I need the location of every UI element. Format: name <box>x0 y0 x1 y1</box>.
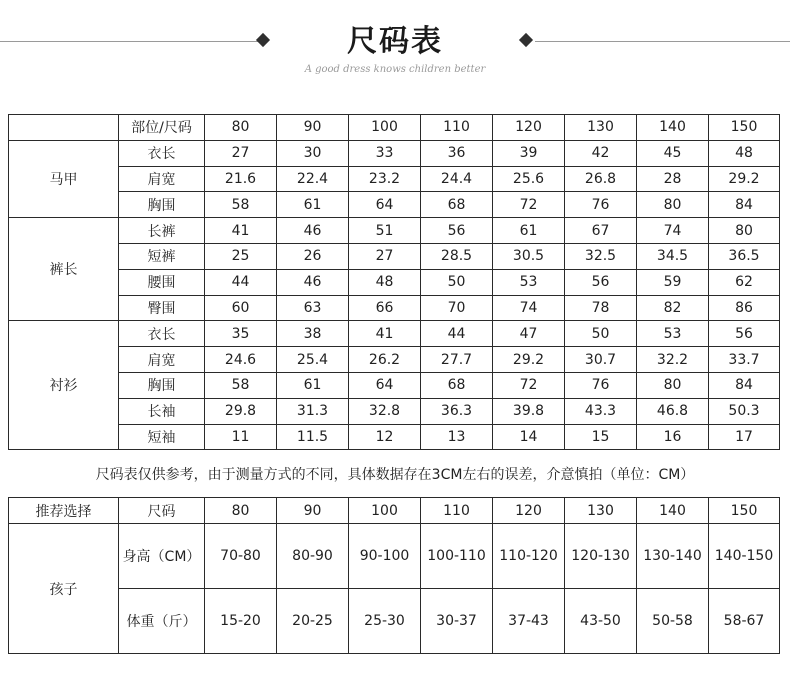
value-cell: 76 <box>565 192 637 218</box>
value-cell: 67 <box>565 218 637 244</box>
value-cell: 33.7 <box>709 347 780 373</box>
value-cell: 46.8 <box>637 398 709 424</box>
value-cell: 90-100 <box>349 524 421 589</box>
value-cell: 80 <box>709 218 780 244</box>
row-label: 体重（斤） <box>119 589 205 654</box>
value-cell: 70 <box>421 295 493 321</box>
value-cell: 53 <box>493 269 565 295</box>
size-table <box>8 114 780 450</box>
table-row <box>9 166 780 192</box>
value-cell: 66 <box>349 295 421 321</box>
value-cell: 20-25 <box>277 589 349 654</box>
table-row <box>9 295 780 321</box>
value-cell: 56 <box>709 321 780 347</box>
value-cell: 68 <box>421 192 493 218</box>
size-header-cell: 80 <box>205 115 277 141</box>
row-label: 胸围 <box>119 372 205 398</box>
value-cell: 50 <box>565 321 637 347</box>
recommend-table <box>8 497 780 654</box>
value-cell: 61 <box>277 192 349 218</box>
value-cell: 12 <box>349 424 421 450</box>
value-cell: 29.2 <box>709 166 780 192</box>
header-line-right <box>535 41 790 42</box>
recommend-header-row <box>9 498 780 524</box>
value-cell: 51 <box>349 218 421 244</box>
corner-cell <box>9 115 119 141</box>
value-cell: 74 <box>637 218 709 244</box>
value-cell: 80-90 <box>277 524 349 589</box>
value-cell: 46 <box>277 269 349 295</box>
size-note: 尺码表仅供参考，由于测量方式的不同，具体数据存在3CM左右的误差，介意慎拍（单位：CM） <box>95 467 695 483</box>
value-cell: 50-58 <box>637 589 709 654</box>
value-cell: 26 <box>277 243 349 269</box>
table-row <box>9 524 780 589</box>
value-cell: 47 <box>493 321 565 347</box>
value-cell: 30.7 <box>565 347 637 373</box>
value-cell: 56 <box>421 218 493 244</box>
value-cell: 50.3 <box>709 398 780 424</box>
size-header-cell: 100 <box>349 115 421 141</box>
table-row <box>9 347 780 373</box>
value-cell: 78 <box>565 295 637 321</box>
table-row <box>9 218 780 244</box>
value-cell: 26.2 <box>349 347 421 373</box>
value-cell: 64 <box>349 192 421 218</box>
value-cell: 39.8 <box>493 398 565 424</box>
value-cell: 27 <box>205 140 277 166</box>
value-cell: 27 <box>349 243 421 269</box>
value-cell: 35 <box>205 321 277 347</box>
size-header-cell: 150 <box>709 498 780 524</box>
value-cell: 60 <box>205 295 277 321</box>
value-cell: 53 <box>637 321 709 347</box>
row-label: 短裤 <box>119 243 205 269</box>
value-cell: 61 <box>493 218 565 244</box>
value-cell: 16 <box>637 424 709 450</box>
group-label: 衬衫 <box>9 321 119 450</box>
value-cell: 120-130 <box>565 524 637 589</box>
value-cell: 41 <box>205 218 277 244</box>
value-cell: 68 <box>421 372 493 398</box>
value-cell: 25.6 <box>493 166 565 192</box>
recommend-title: 推荐选择 <box>9 498 119 524</box>
value-cell: 24.4 <box>421 166 493 192</box>
value-cell: 58-67 <box>709 589 780 654</box>
value-cell: 30.5 <box>493 243 565 269</box>
value-cell: 25 <box>205 243 277 269</box>
value-cell: 36 <box>421 140 493 166</box>
page-title: 尺码表 <box>347 24 443 59</box>
value-cell: 11.5 <box>277 424 349 450</box>
value-cell: 140-150 <box>709 524 780 589</box>
value-cell: 15 <box>565 424 637 450</box>
size-header-cell: 130 <box>565 498 637 524</box>
size-header-cell: 140 <box>637 498 709 524</box>
value-cell: 59 <box>637 269 709 295</box>
value-cell: 25-30 <box>349 589 421 654</box>
value-cell: 14 <box>493 424 565 450</box>
value-cell: 28 <box>637 166 709 192</box>
size-header-cell: 140 <box>637 115 709 141</box>
value-cell: 82 <box>637 295 709 321</box>
row-label: 身高（CM） <box>119 524 205 589</box>
row-label: 臀围 <box>119 295 205 321</box>
value-cell: 29.2 <box>493 347 565 373</box>
table-row <box>9 243 780 269</box>
row-label: 长裤 <box>119 218 205 244</box>
value-cell: 58 <box>205 372 277 398</box>
value-cell: 22.4 <box>277 166 349 192</box>
table-row <box>9 321 780 347</box>
value-cell: 46 <box>277 218 349 244</box>
value-cell: 13 <box>421 424 493 450</box>
value-cell: 28.5 <box>421 243 493 269</box>
value-cell: 38 <box>277 321 349 347</box>
row-label: 长袖 <box>119 398 205 424</box>
value-cell: 48 <box>349 269 421 295</box>
size-header-cell: 110 <box>421 498 493 524</box>
table-row <box>9 140 780 166</box>
value-cell: 17 <box>709 424 780 450</box>
value-cell: 72 <box>493 372 565 398</box>
value-cell: 48 <box>709 140 780 166</box>
page-subtitle: A good dress knows children better <box>304 64 486 75</box>
value-cell: 110-120 <box>493 524 565 589</box>
size-header-cell: 130 <box>565 115 637 141</box>
row-label: 肩宽 <box>119 347 205 373</box>
row-label: 腰围 <box>119 269 205 295</box>
size-header-cell: 120 <box>493 498 565 524</box>
value-cell: 26.8 <box>565 166 637 192</box>
value-cell: 74 <box>493 295 565 321</box>
value-cell: 11 <box>205 424 277 450</box>
value-cell: 64 <box>349 372 421 398</box>
value-cell: 39 <box>493 140 565 166</box>
value-cell: 86 <box>709 295 780 321</box>
value-cell: 23.2 <box>349 166 421 192</box>
row-label: 胸围 <box>119 192 205 218</box>
value-cell: 61 <box>277 372 349 398</box>
value-cell: 24.6 <box>205 347 277 373</box>
value-cell: 37-43 <box>493 589 565 654</box>
size-header-cell: 110 <box>421 115 493 141</box>
group-label: 孩子 <box>9 524 119 654</box>
size-header-row <box>9 115 780 141</box>
value-cell: 27.7 <box>421 347 493 373</box>
value-cell: 50 <box>421 269 493 295</box>
value-cell: 80 <box>637 372 709 398</box>
value-cell: 32.5 <box>565 243 637 269</box>
value-cell: 84 <box>709 372 780 398</box>
value-cell: 76 <box>565 372 637 398</box>
value-cell: 130-140 <box>637 524 709 589</box>
value-cell: 32.2 <box>637 347 709 373</box>
value-cell: 36.5 <box>709 243 780 269</box>
recommend-header-label: 尺码 <box>119 498 205 524</box>
value-cell: 36.3 <box>421 398 493 424</box>
value-cell: 43.3 <box>565 398 637 424</box>
value-cell: 25.4 <box>277 347 349 373</box>
value-cell: 70-80 <box>205 524 277 589</box>
size-header-cell: 90 <box>277 498 349 524</box>
value-cell: 30 <box>277 140 349 166</box>
value-cell: 80 <box>637 192 709 218</box>
value-cell: 15-20 <box>205 589 277 654</box>
size-header-cell: 90 <box>277 115 349 141</box>
value-cell: 21.6 <box>205 166 277 192</box>
value-cell: 33 <box>349 140 421 166</box>
size-header-cell: 150 <box>709 115 780 141</box>
value-cell: 45 <box>637 140 709 166</box>
size-header-cell: 120 <box>493 115 565 141</box>
header-label: 部位/尺码 <box>119 115 205 141</box>
size-header-cell: 80 <box>205 498 277 524</box>
value-cell: 62 <box>709 269 780 295</box>
table-row <box>9 424 780 450</box>
table-row <box>9 589 780 654</box>
value-cell: 72 <box>493 192 565 218</box>
table-row <box>9 398 780 424</box>
group-label: 马甲 <box>9 140 119 217</box>
group-label: 裤长 <box>9 218 119 321</box>
value-cell: 31.3 <box>277 398 349 424</box>
table-row <box>9 269 780 295</box>
table-row <box>9 192 780 218</box>
value-cell: 42 <box>565 140 637 166</box>
table-row <box>9 372 780 398</box>
value-cell: 43-50 <box>565 589 637 654</box>
value-cell: 63 <box>277 295 349 321</box>
size-header-cell: 100 <box>349 498 421 524</box>
value-cell: 56 <box>565 269 637 295</box>
value-cell: 84 <box>709 192 780 218</box>
value-cell: 41 <box>349 321 421 347</box>
value-cell: 44 <box>421 321 493 347</box>
row-label: 短袖 <box>119 424 205 450</box>
value-cell: 44 <box>205 269 277 295</box>
row-label: 衣长 <box>119 321 205 347</box>
row-label: 衣长 <box>119 140 205 166</box>
row-label: 肩宽 <box>119 166 205 192</box>
value-cell: 29.8 <box>205 398 277 424</box>
value-cell: 30-37 <box>421 589 493 654</box>
value-cell: 34.5 <box>637 243 709 269</box>
value-cell: 100-110 <box>421 524 493 589</box>
value-cell: 58 <box>205 192 277 218</box>
value-cell: 32.8 <box>349 398 421 424</box>
